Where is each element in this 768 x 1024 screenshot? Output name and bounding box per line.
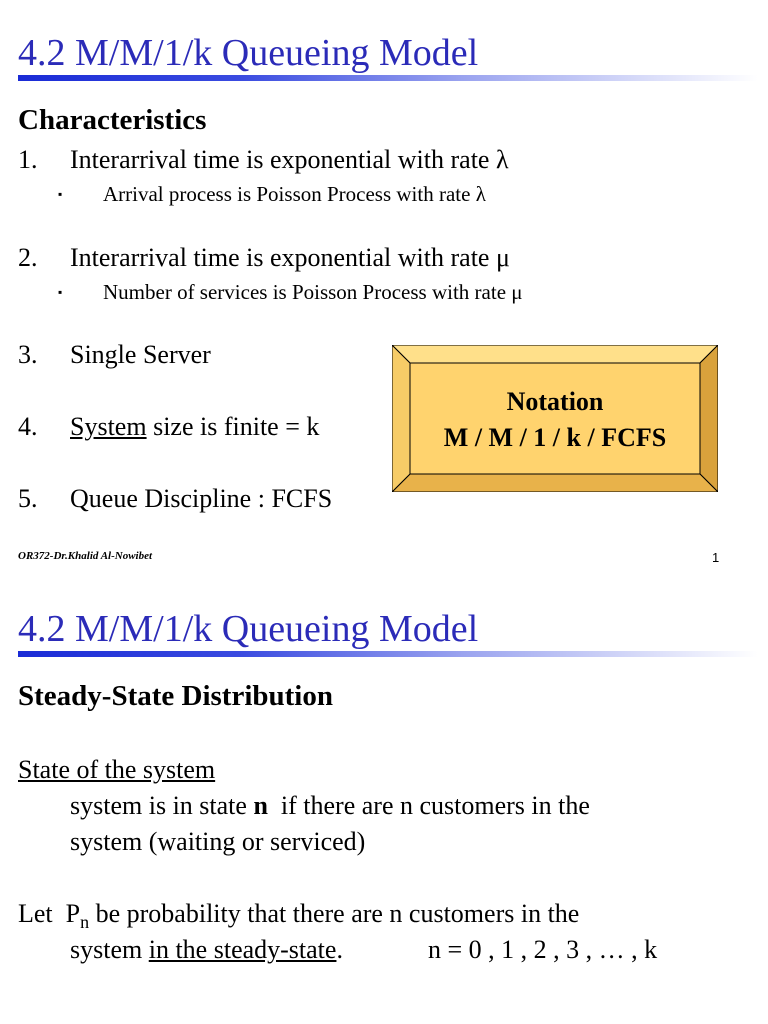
item-number: 2.	[18, 243, 38, 272]
notation-value: M / M / 1 / k / FCFS	[443, 423, 667, 452]
item-text: Single Server	[70, 340, 211, 369]
item-text: System size is finite = k	[70, 412, 320, 441]
slide2-heading: Steady-State Distribution	[18, 680, 333, 712]
item-number: 4.	[18, 412, 38, 441]
state-line-2: system (waiting or serviced)	[70, 827, 366, 856]
slide2-title: 4.2 M/M/1/k Queueing Model	[18, 608, 479, 650]
notation-box	[392, 345, 718, 492]
page-number: 1	[712, 550, 720, 565]
item-number: 1.	[18, 145, 38, 174]
mu-symbol: μ	[495, 243, 510, 272]
let-line: Let $P_n$ be probability that there are n customers in the	[18, 899, 580, 933]
slide2-title-rule	[18, 651, 758, 657]
bullet-icon: ▪	[58, 285, 63, 299]
slide1-title-rule	[18, 75, 758, 81]
notation-label: Notation	[506, 387, 604, 416]
state-range: n = 0 , 1 , 2 , 3 , … , k	[428, 935, 658, 964]
lambda-symbol: λ	[495, 145, 509, 174]
item-text: Interarrival time is exponential with rate λ	[70, 145, 509, 174]
steady-state-line: system in the steady-state.	[70, 935, 343, 964]
item-number: 5.	[18, 484, 38, 513]
mu-symbol: μ	[511, 280, 523, 304]
slide1-heading: Characteristics	[18, 104, 207, 136]
item-text: Queue Discipline : FCFS	[70, 484, 333, 513]
state-heading: State of the system	[18, 755, 216, 784]
sub-item-text: Arrival process is Poisson Process with rate λ	[103, 182, 486, 206]
lambda-symbol: λ	[475, 182, 486, 206]
sub-item-text: Number of services is Poisson Process with rate μ	[103, 280, 523, 304]
slide1-title: 4.2 M/M/1/k Queueing Model	[18, 32, 479, 74]
item-number: 3.	[18, 340, 38, 369]
footer-author: OR372-Dr.Khalid Al-Nowibet	[18, 550, 153, 562]
bullet-icon: ▪	[58, 187, 63, 201]
bevel-frame	[392, 345, 718, 492]
state-line-1: system is in state n if there are n customers in the	[70, 791, 590, 820]
item-text: Interarrival time is exponential with rate μ	[70, 243, 510, 272]
